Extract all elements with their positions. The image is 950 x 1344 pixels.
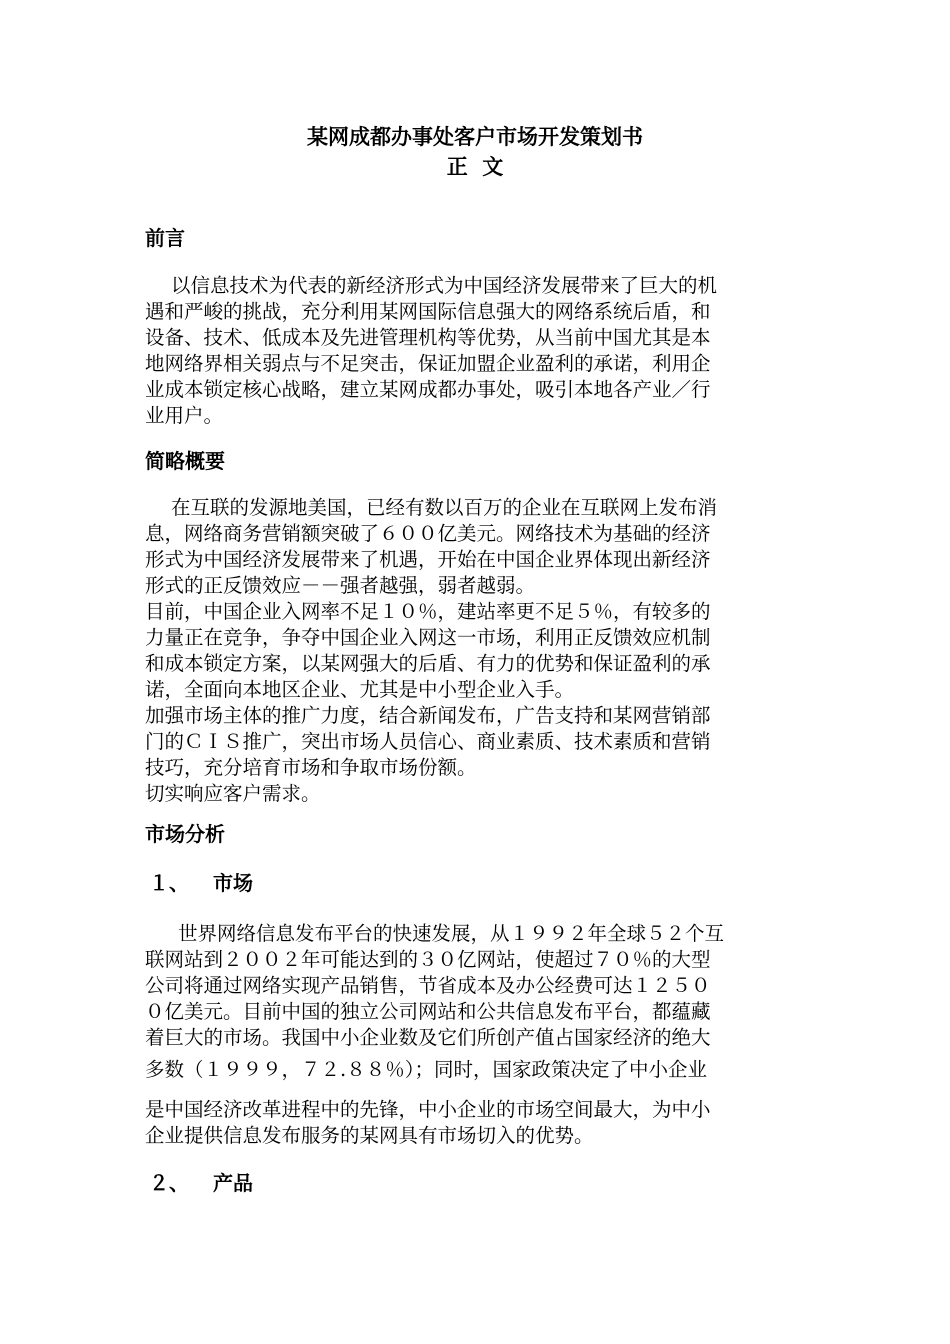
- market-item-1-number: １、: [149, 871, 189, 895]
- market-item-2-label: 产品: [213, 1171, 253, 1195]
- summary-line: 力量正在竞争，争夺中国企业入网这一市场，利用正反馈效应机制: [145, 626, 711, 649]
- summary-heading: 简略概要: [145, 449, 225, 473]
- document-title-block: [145, 122, 805, 182]
- market-line: 企业提供信息发布服务的某网具有市场切入的优势。: [145, 1124, 594, 1147]
- preface-line: 遇和严峻的挑战，充分利用某网国际信息强大的网络系统后盾，和: [145, 300, 711, 323]
- document-title: 某网成都办事处客户市场开发策划书: [307, 124, 643, 149]
- market-item-2-heading: [149, 1169, 253, 1197]
- preface-line: 地网络界相关弱点与不足突击，保证加盟企业盈利的承诺，利用企: [145, 352, 711, 375]
- market-line: 是中国经济改革进程中的先锋，中小企业的市场空间最大，为中小: [145, 1098, 711, 1121]
- market-analysis-heading: 市场分析: [145, 822, 225, 846]
- market-line: ０亿美元。目前中国的独立公司网站和公共信息发布平台，都蕴藏: [145, 1000, 711, 1023]
- preface-line: 设备、技术、低成本及先进管理机构等优势，从当前中国尤其是本: [145, 326, 711, 349]
- preface-paragraph: [145, 273, 805, 429]
- summary-line: 切实响应客户需求。: [145, 782, 321, 805]
- preface-line: 以信息技术为代表的新经济形式为中国经济发展带来了巨大的机: [171, 274, 718, 297]
- market-line: 着巨大的市场。我国中小企业数及它们所创产值占国家经济的绝大: [145, 1026, 711, 1049]
- summary-line: 目前，中国企业入网率不足１０％，建站率更不足５％，有较多的: [145, 600, 711, 623]
- summary-line: 形式为中国经济发展带来了机遇，开始在中国企业界体现出新经济: [145, 548, 711, 571]
- summary-line: 诺，全面向本地区企业、尤其是中小型企业入手。: [145, 678, 575, 701]
- document-subtitle: 正 文: [446, 154, 504, 179]
- market-line: 世界网络信息发布平台的快速发展，从１９９２年全球５２个互: [178, 922, 725, 945]
- preface-line: 业用户。: [145, 404, 224, 427]
- preface-heading: 前言: [145, 226, 185, 250]
- summary-line: 和成本锁定方案，以某网强大的后盾、有力的优势和保证盈利的承: [145, 652, 711, 675]
- market-line: 公司将通过网络实现产品销售，节省成本及办公经费可达１２５０: [145, 974, 711, 997]
- summary-line: 门的ＣＩＳ推广，突出市场人员信心、商业素质、技术素质和营销: [145, 730, 711, 753]
- market-item-2-number: ２、: [149, 1171, 189, 1195]
- market-item-1-paragraph-a: [145, 921, 805, 1051]
- summary-paragraph: [145, 495, 805, 807]
- summary-line: 在互联的发源地美国，已经有数以百万的企业在互联网上发布消: [171, 496, 718, 519]
- summary-line: 息，网络商务营销额突破了６００亿美元。网络技术为基础的经济: [145, 522, 711, 545]
- market-line: 联网站到２００２年可能达到的３０亿网站，使超过７０％的大型: [145, 948, 711, 971]
- market-item-1-label: 市场: [213, 871, 253, 895]
- market-item-1-paragraph-b: [145, 1057, 805, 1083]
- market-line: 多数（１９９９，７２.８８％）；同时，国家政策决定了中小企业: [145, 1058, 707, 1081]
- preface-line: 业成本锁定核心战略，建立某网成都办事处，吸引本地各产业／行: [145, 378, 711, 401]
- summary-line: 技巧，充分培育市场和争取市场份额。: [145, 756, 477, 779]
- document-page: [145, 0, 805, 1344]
- market-item-1-heading: [149, 869, 253, 897]
- summary-line: 形式的正反馈效应－－强者越强，弱者越弱。: [145, 574, 536, 597]
- market-item-1-paragraph-c: [145, 1097, 805, 1149]
- summary-line: 加强市场主体的推广力度，结合新闻发布，广告支持和某网营销部: [145, 704, 711, 727]
